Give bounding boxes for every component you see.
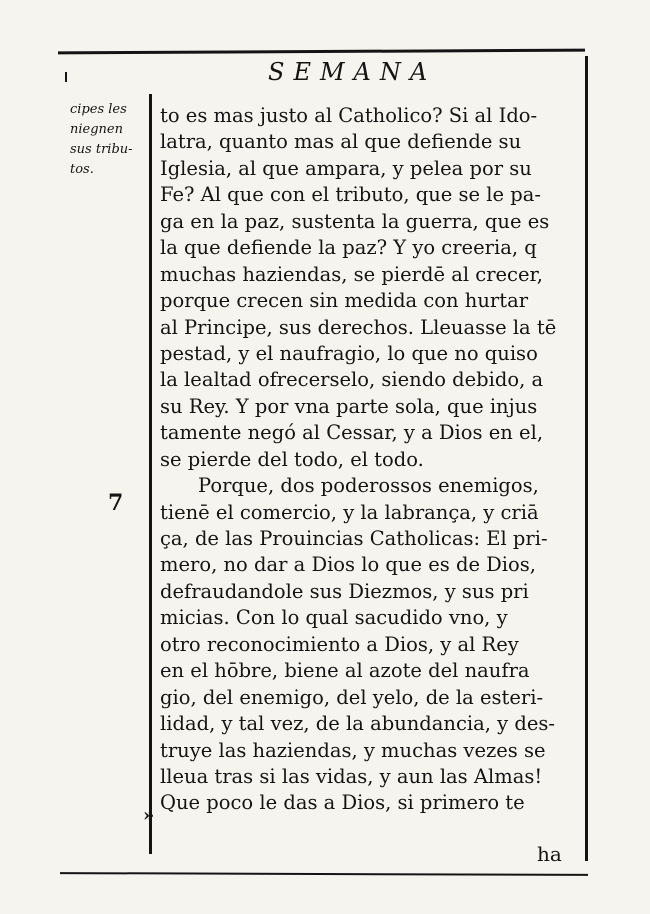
body-line: mero, no dar a Dios lo que es de Dios, [160, 553, 536, 577]
bottom-rule [60, 872, 588, 876]
body-line: en el hōbre, biene al azote del naufra [160, 659, 530, 683]
paragraph-number: 7 [108, 490, 124, 516]
marginal-note [70, 100, 146, 180]
running-head: SEMANA [268, 58, 437, 86]
body-line: micias. Con lo qual sacudido vno, y [160, 606, 508, 630]
body-line: lleua tras si las vidas, y aun las Almas! [160, 764, 543, 788]
body-line: porque crecen sin medida con hurtar [160, 289, 529, 313]
body-line: tamente negó al Cessar, y a Dios en el, [160, 421, 544, 445]
body-line: defraudandole sus Diezmos, y sus pri [160, 579, 529, 603]
right-rule [585, 56, 588, 861]
margin-rule [149, 94, 152, 854]
body-line: muchas haziendas, se pierdē al crecer, [160, 262, 543, 286]
body-line: al Principe, sus derechos. Lleuasse la tē [160, 315, 557, 339]
body-line: su Rey. Y por vna parte sola, que injus [160, 394, 538, 418]
marginal-note-line: niegnen [70, 122, 123, 137]
body-line: tienē el comercio, y la labrança, y criā [160, 500, 539, 524]
marginal-note-line: sus tribu- [70, 142, 133, 157]
body-line: se pierde del todo, el todo. [160, 447, 424, 471]
body-line: to es mas justo al Catholico? Si al Ido- [160, 104, 538, 127]
body-line: Fe? Al que con el tributo, que se le pa- [160, 183, 541, 207]
body-line: truye las haziendas, y muchas vezes se [160, 738, 546, 762]
body-text [160, 103, 580, 817]
body-line: Porque, dos poderossos enemigos, [198, 474, 539, 498]
body-line: latra, quanto mas al que defiende su [160, 130, 522, 154]
body-line: ça, de las Prouincias Catholicas: El pri- [160, 527, 548, 550]
body-line: Iglesia, al que ampara, y pelea por su [160, 156, 532, 180]
body-line: ga en la paz, sustenta la guerra, que es [160, 209, 550, 233]
marginal-note-line: cipes les [70, 102, 127, 117]
left-tick [65, 72, 67, 82]
catchword: ha [537, 842, 562, 866]
top-rule [58, 49, 585, 55]
body-line: Que poco le das a Dios, si primero te [160, 791, 525, 815]
body-line: la que defiende la paz? Y yo creeria, q [160, 236, 537, 260]
body-line: otro reconocimiento a Dios, y al Rey [160, 632, 519, 656]
marginal-note-line: tos. [70, 162, 94, 177]
body-line: lidad, y tal vez, de la abundancia, y des- [160, 712, 555, 736]
quotation-marker: » [143, 805, 155, 826]
body-line: pestad, y el naufragio, lo que no quiso [160, 341, 538, 365]
body-line: la lealtad ofrecerselo, siendo debido, a [160, 368, 544, 392]
body-line: gio, del enemigo, del yelo, de la esteri- [160, 685, 544, 709]
